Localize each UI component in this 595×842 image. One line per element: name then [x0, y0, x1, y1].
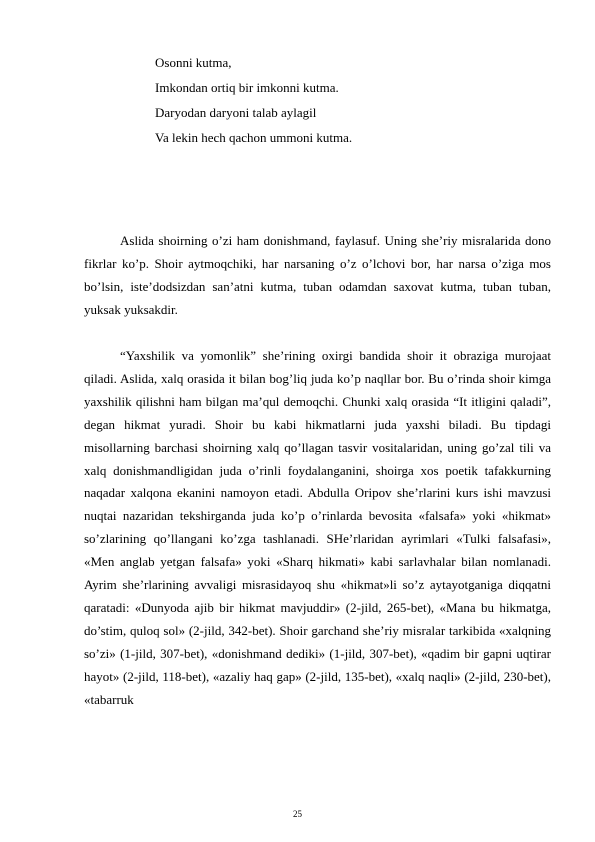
page-number: 25 — [293, 809, 302, 819]
poem-block — [155, 54, 352, 154]
body-paragraph: Aslida shoirning o’zi ham donishmand, faylasuf. Uning she’riy misralarida dono fikrlar ko’p. Shoir aytmoqchiki, har narsaning o’z o’lchovi bor, har narsa o’ziga mos bo’lsin, iste’dodsizdan san’atni kutma, tuban odamdan saxovat kutma, tuban tuban, yuksak yuksakdir. — [84, 233, 551, 317]
poem-line: Daryodan daryoni talab aylagil — [155, 105, 317, 120]
poem-line: Imkondan ortiq bir imkonni kutma. — [155, 80, 339, 95]
poem-line: Osonni kutma, — [155, 55, 232, 70]
body-paragraph: “Yaxshilik va yomonlik” she’rining oxirgi bandida shoir it obraziga murojaat qiladi. Aslida, xalq orasida it bilan bog’liq juda ko’p naqllar bor. Bu o’rinda shoir kimga yaxshilik qilishni ham bilgan ma’qul demoqchi. Chunki xalq orasida “It itligini qaladi”, degan hikmat yuradi. Shoir bu kabi hikmatlarni juda yaxshi biladi. Bu tipdagi misollarning barchasi shoirning xalq qo’llagan tasvir vositalaridan, uning go’zal tili va xalq donishmandligidan juda o’rinli foydalanganini, shoirga xos poetik tafakkurning naqadar xalqona ekanini namoyon etadi. Abdulla Oripov she’rlarini kurs ishi mavzusi nuqtai nazaridan tekshirganda juda ko’p o’rinlarda bevosita «falsafa» yoki «hikmat» so’zlarining qo’llangani ko’zga tashlanadi. SHe’rlaridan ayrimlari «Tulki falsafasi», «Men anglab yetgan falsafa» yoki «Sharq hikmati» kabi sarlavhalar bilan nomlanadi. Ayrim she’rlarining avvaligi misrasidayoq shu «hikmat»li so’z aytayotganiga diqqatni qaratadi: «Dunyoda ajib bir hikmat mavjuddir» (2-jild, 265-bet), «Mana bu hikmatga, do’stim, quloq sol» (2-jild, 342-bet). Shoir garchand she’riy misralar tarkibida «xalqning so’zi» (1-jild, 307-bet), «donishmand dediki» (1-jild, 307-bet), «qadim bir gapni uqtirar hayot» (2-jild, 118-bet), «azaliy haq gap» (2-jild, 135-bet), «xalq naqli» (2-jild, 230-bet), «tabarruk — [84, 348, 551, 707]
poem-line: Va lekin hech qachon ummoni kutma. — [155, 130, 353, 145]
